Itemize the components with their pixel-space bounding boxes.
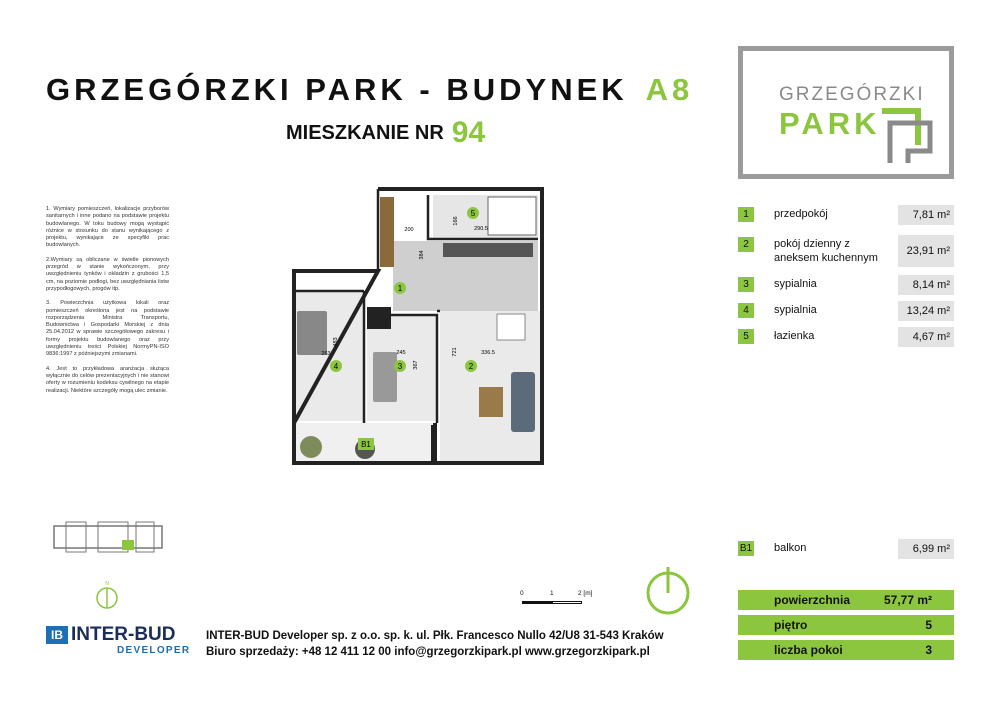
company-sub: DEVELOPER <box>117 645 191 656</box>
balcony-area: 6,99 m² <box>898 539 954 559</box>
room-label-3: 3 <box>397 362 403 371</box>
bed-room3 <box>373 352 397 402</box>
plant <box>300 436 322 458</box>
dim-263: 263 <box>321 351 331 357</box>
north-arrow-icon <box>95 580 119 610</box>
balcony-row <box>736 537 956 561</box>
room-row <box>736 233 956 269</box>
building-code: A8 <box>645 72 694 107</box>
dim-245: 245 <box>396 350 406 356</box>
north-label: N <box>105 581 109 587</box>
stat-area-value: 57,77 m² <box>883 593 932 607</box>
room-area: 13,24 m² <box>898 301 954 321</box>
bed-room4 <box>297 311 327 355</box>
room-number: 2 <box>738 237 754 252</box>
note-2: 2.Wymiary są obliczane w świetle pionowych przegród w stanie wykończonym, przy uwzględnieniu tynków i okładzin z grubości 1,5 cm, na poziomie podłogi, bez uwzględniania listw przypodłogowych, progów itp. <box>46 256 169 292</box>
stat-rooms <box>738 640 954 660</box>
building-key-plan <box>52 520 164 554</box>
stat-floor-value: 5 <box>925 618 932 632</box>
sofa <box>511 372 535 432</box>
note-1: 1. Wymiary pomieszczeń, lokalizacje przyborów sanitarnych i inne podano na podstawie projektu budowlanego. W toku budowy mogą wystąpić różnice w stosunku do stanu wynikającego z projektu, wynikające ze specyfiki prac budowlanych. <box>46 206 169 249</box>
floor-plan <box>283 187 545 467</box>
wardrobe <box>380 197 394 267</box>
dim-483: 483 <box>333 337 339 347</box>
stat-area <box>738 590 954 610</box>
dim-384: 384 <box>419 250 425 260</box>
room-name: pokój dzienny z aneksem kuchennym <box>774 238 878 264</box>
balcony-name: balkon <box>774 542 807 554</box>
room-name: przedpokój <box>774 208 828 220</box>
dim-166: 166 <box>453 216 459 226</box>
stat-floor-label: piętro <box>774 618 808 632</box>
room-area: 23,91 m² <box>898 235 954 267</box>
note-3: 3. Powierzchnia użytkowa lokali oraz pomieszczeń określona jest na podstawie rozporządzenia Ministra Transportu, Budownictwa i Gospodarki Morskiej z dnia 25.04.2012 w sprawie szczegółowego zakresu i formy projektu budowlanego oraz przy uwzględnieniu treści Polskiej NormyPN-ISO 9836:1997 z późniejszymi zmianami. <box>46 300 169 358</box>
room-number: 1 <box>738 207 754 222</box>
scale-label-0: 0 <box>520 590 524 597</box>
room-row <box>736 273 956 297</box>
dim-200: 200 <box>404 227 414 233</box>
room-number: 3 <box>738 277 754 292</box>
stat-rooms-label: liczba pokoi <box>774 643 843 657</box>
room-area: 4,67 m² <box>898 327 954 347</box>
apartment-number: 94 <box>451 116 486 149</box>
dining-table <box>497 314 525 340</box>
logo-line1: GRZEGÓRZKI <box>779 84 925 105</box>
title-text: GRZEGÓRZKI PARK - BUDYNEK <box>46 72 628 107</box>
company-contact: Biuro sprzedaży: +48 12 411 12 00 info@grzegorzkipark.pl www.grzegorzkipark.pl <box>206 646 650 658</box>
cabinet <box>367 307 391 329</box>
ib-logo-box: IB <box>46 626 68 644</box>
company-address: INTER-BUD Developer sp. z o.o. sp. k. ul. Płk. Francesco Nullo 42/U8 31-543 Kraków <box>206 630 664 642</box>
room-name: sypialnia <box>774 304 817 316</box>
room-name: łazienka <box>774 330 815 342</box>
kitchen-counter <box>443 243 533 257</box>
scale-bar-segment <box>552 601 582 604</box>
scale-label-2: 2 [m] <box>578 590 593 597</box>
room-row <box>736 299 956 323</box>
logo-mark-icon <box>878 103 938 165</box>
room-row <box>736 203 956 227</box>
footer-contact <box>206 628 664 660</box>
room-label-4: 4 <box>333 362 339 371</box>
apartment-heading <box>286 113 485 147</box>
room-number: 5 <box>738 329 754 344</box>
company-brand: INTER-BUD <box>71 624 176 645</box>
room-name: sypialnia <box>774 278 817 290</box>
logo-line2: PARK <box>779 106 881 141</box>
balcony-number: B1 <box>739 543 753 554</box>
room-area: 7,81 m² <box>898 205 954 225</box>
dim-336-5: 336.5 <box>481 350 495 356</box>
page-title <box>46 72 693 108</box>
dim-290-5: 290.5 <box>474 226 488 232</box>
scale-bar <box>518 590 608 610</box>
scale-label-1: 1 <box>550 590 554 597</box>
room-number: 4 <box>738 303 754 318</box>
stat-rooms-value: 3 <box>925 643 932 657</box>
room-label-1: 1 <box>397 284 403 293</box>
apartment-label: MIESZKANIE NR <box>286 122 444 144</box>
dim-721: 721 <box>452 347 458 357</box>
note-4: 4. Jest to przykładowa aranżacja służąca wyłącznie do celów prezentacyjnych i nie stanowi oferty w rozumieniu kodeksu cywilnego na etapie realizacji. Niektóre szczegóły mogą ulec zmianie. <box>46 365 169 394</box>
dim-367: 367 <box>413 360 419 370</box>
stat-area-label: powierzchnia <box>774 593 851 607</box>
stat-floor <box>738 615 954 635</box>
scale-bar-segment <box>522 601 552 604</box>
grzegorzki-park-logo <box>738 46 954 179</box>
compass-icon <box>645 566 691 616</box>
room-label-2: 2 <box>468 362 474 371</box>
notes-text <box>46 206 169 402</box>
bathtub <box>488 197 536 235</box>
room-row <box>736 325 956 349</box>
coffee-table <box>479 387 503 417</box>
room-area: 8,14 m² <box>898 275 954 295</box>
room-label-5: 5 <box>470 209 476 218</box>
apartment-highlight <box>122 540 134 550</box>
room-label-b1: B1 <box>361 440 371 449</box>
